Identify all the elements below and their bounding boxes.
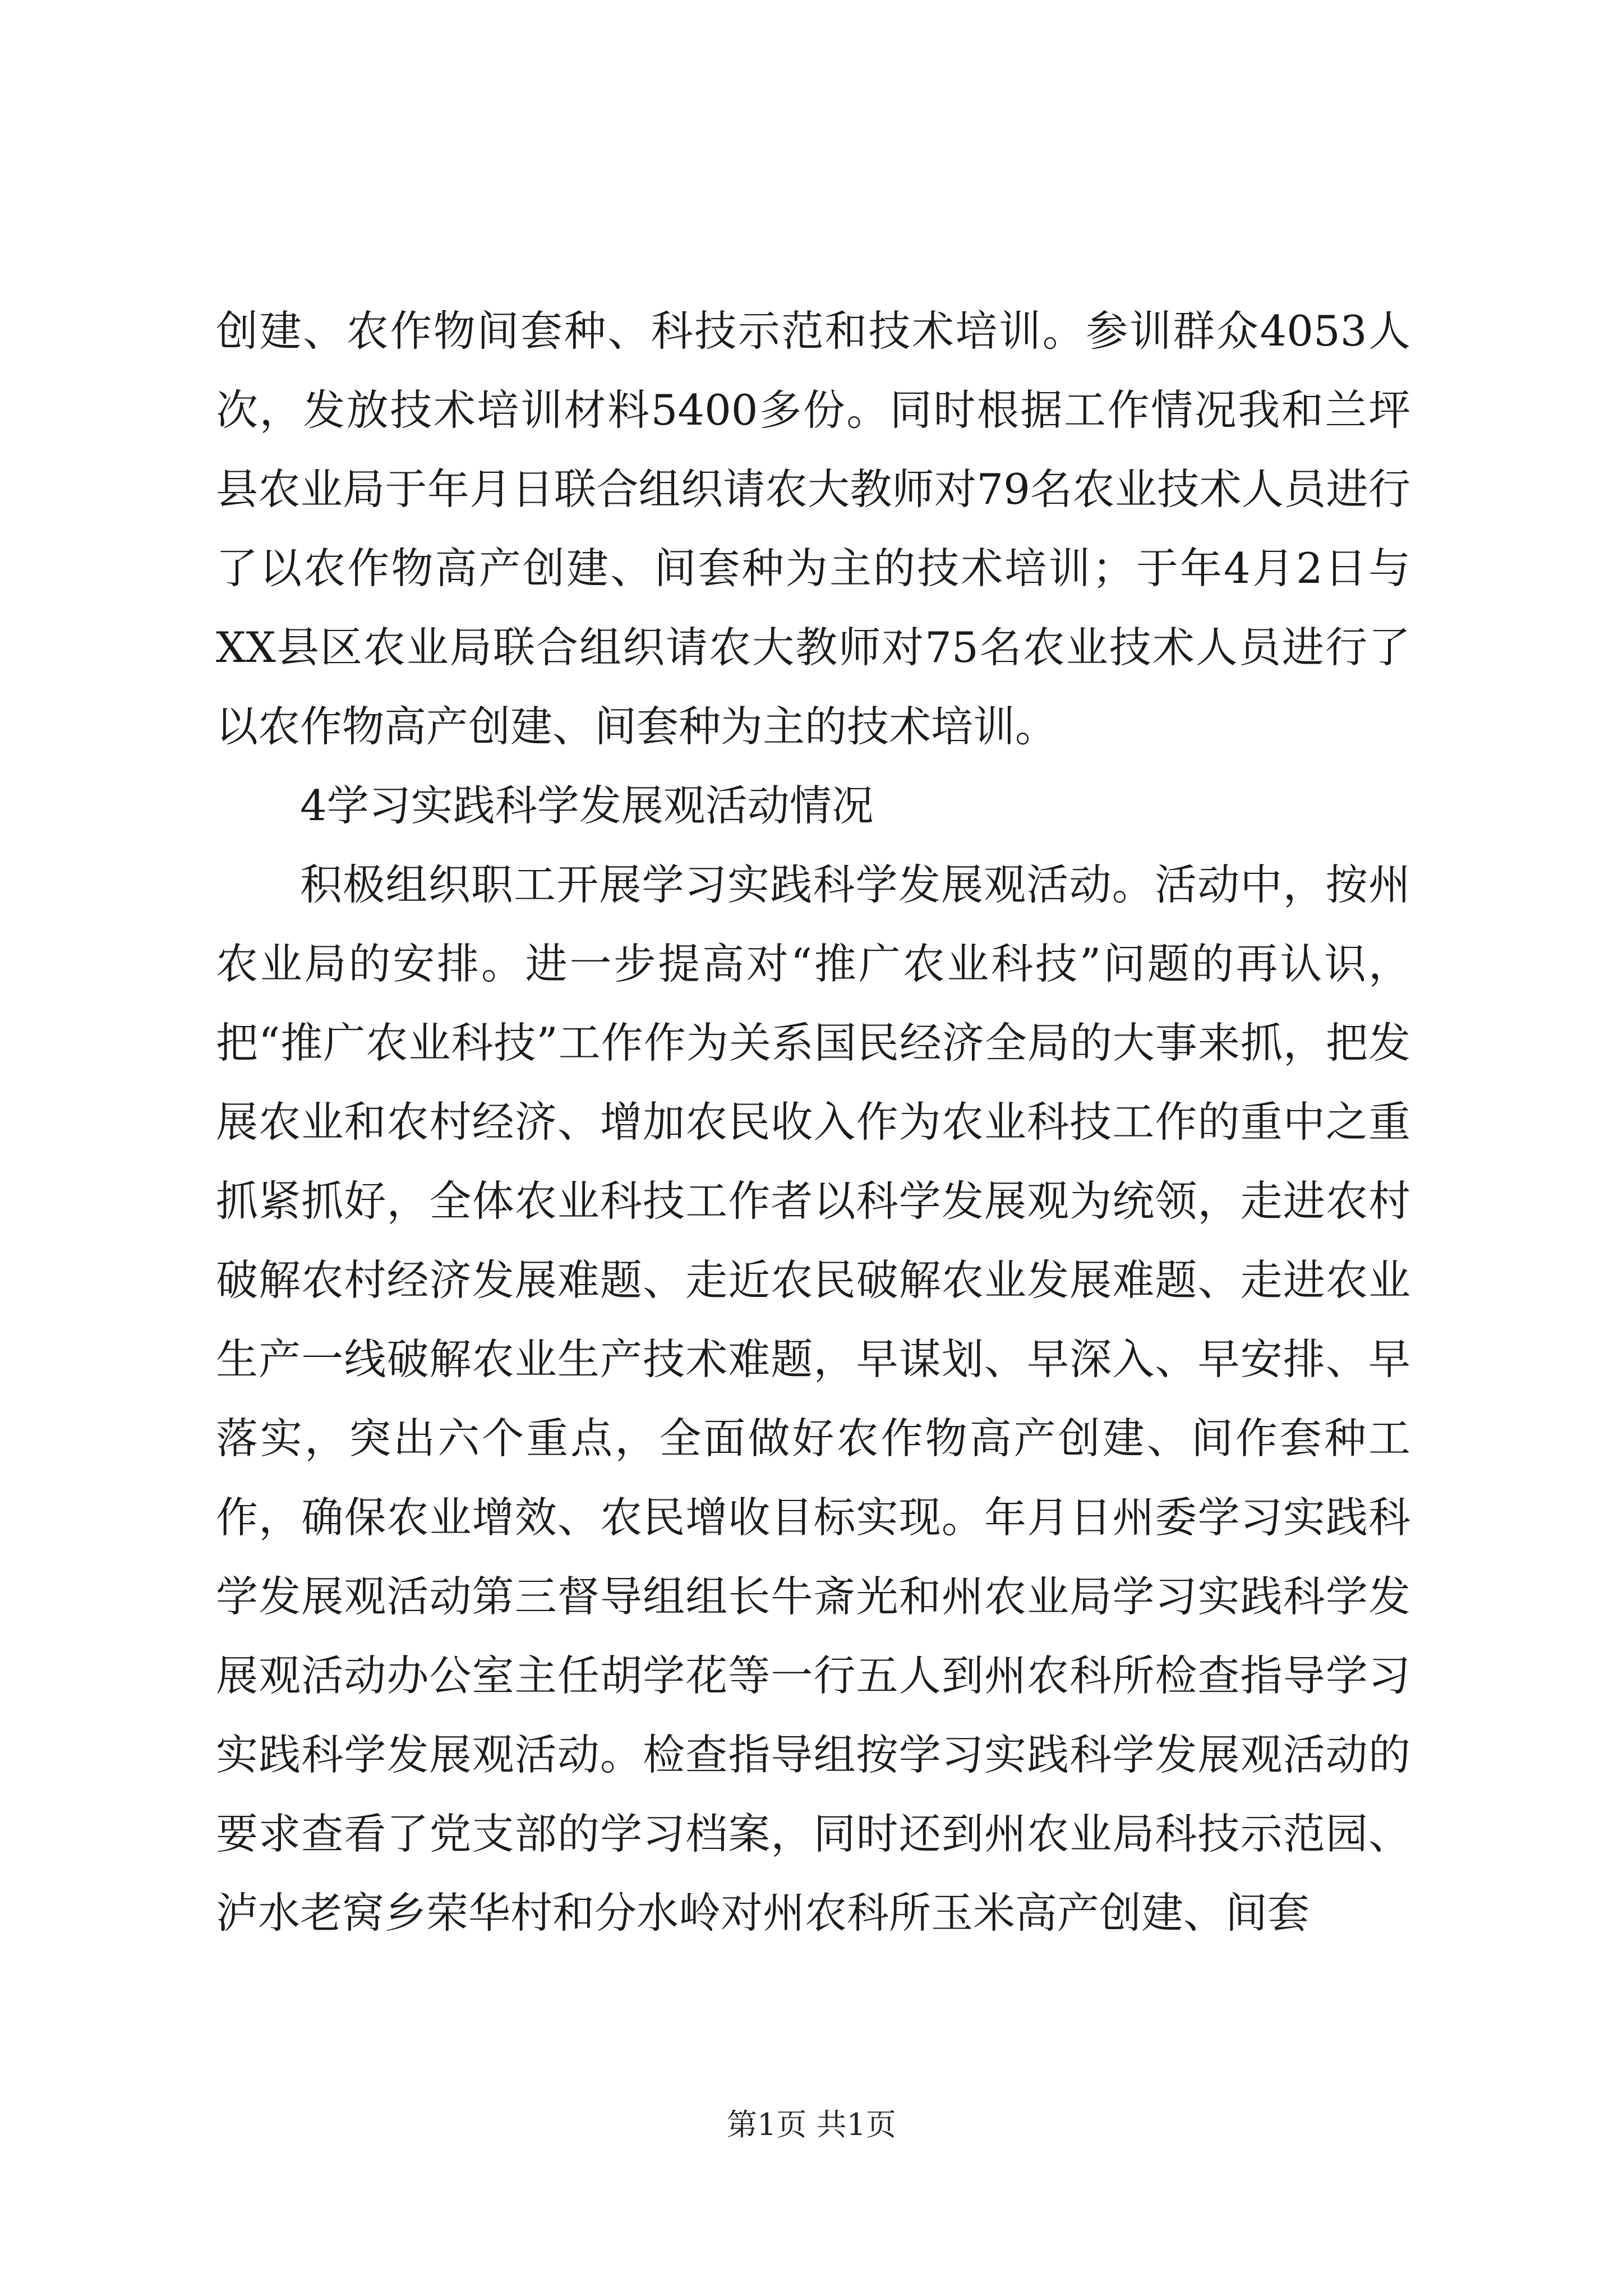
paragraph-activity: 积极组织职工开展学习实践科学发展观活动。活动中，按州农业局的安排。进一步提高对“推广农业科技”问题的再认识，把“推广农业科技”工作作为关系国民经济全局的大事来抓，把发展农业和农村经济、增加农民收入作为农业科技工作的重中之重抓紧抓好，全体农业科技工作者以科学发展观为统领，走进农村破解农村经济发展难题、走近农民破解农业发展难题、走进农业生产一线破解农业生产技术难题，早谋划、早深入、早安排、早落实，突出六个重点，全面做好农作物高产创建、间作套种工作，确保农业增效、农民增收目标实现。年月日州委学习实践科学发展观活动第三督导组组长牛斎光和州农业局学习实践科学发展观活动办公室主任胡学花等一行五人到州农科所检查指导学习实践科学发展观活动。检查指导组按学习实践科学发展观活动的要求查看了党支部的学习档案，同时还到州农业局科技示范园、泸水老窝乡荣华村和分水岭对州农科所玉米高产创建、间套 [216, 860, 1410, 1938]
document-body [216, 292, 1410, 1953]
section-heading: 4学习实践科学发展观活动情况 [300, 781, 874, 830]
paragraph-training: 创建、农作物间套种、科技示范和技术培训。参训群众4053人次，发放技术培训材料5400多份。同时根据工作情况我和兰坪县农业局于年月日联合组织请农大教师对79名农业技术人员进行了以农作物高产创建、间套种为主的技术培训；于年4月2日与XX县区农业局联合组织请农大教师对75名农业技术人员进行了以农作物高产创建、间套种为主的技术培训。 [216, 306, 1410, 751]
page-number-footer: 第1页 共1页 [727, 2107, 896, 2142]
